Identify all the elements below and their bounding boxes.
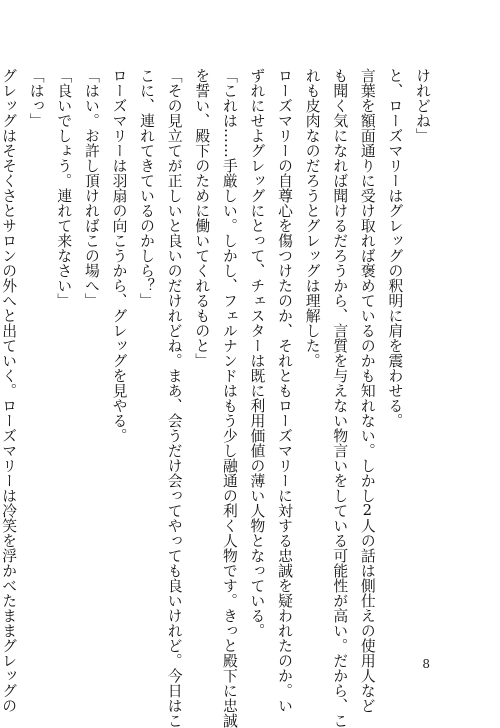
text-line-3: 言葉を額面通りに受け取れば褒めているのかも知れない。しかし2人の話は側仕えの使用人など: [358, 68, 376, 713]
text-line-14: 「良いでしょう。連れて来なさい」: [55, 68, 73, 308]
page-number: 8: [422, 657, 430, 671]
text-line-4: も聞く気になれば聞けるだろうから、言質を与えない物言いをしている可能性が高い。だから、こ: [331, 68, 349, 728]
text-line-15: 「はっ」: [27, 68, 45, 128]
text-line-10: 「その見立てが正しいと良いのだけれどね。まあ、会うだけ会ってやっても良いけれど。今日はこ: [165, 68, 183, 728]
text-line-16: グレッグはそそくさとサロンの外へと出ていく。ローズマリーは冷笑を浮かべたままグレッグの: [0, 68, 18, 713]
text-line-6: ローズマリーの自尊心を傷つけたのか、それともローズマリーに対する忠誠を疑われたのか。い: [276, 68, 294, 713]
text-line-9: を誓い、殿下のために働いてくれるものと」: [193, 68, 211, 368]
text-line-8: 「これは……手厳しい。しかし、フェルナンドはもう少し融通の利く人物です。きっと殿下に忠誠: [220, 68, 238, 728]
text-line-1: けれどね」: [414, 68, 431, 143]
text-line-5: れも皮肉なのだろうとグレッグは理解した。: [303, 68, 321, 368]
body-text: [0, 68, 436, 728]
text-line-13: 「はい。お許し頂ければこの場へ」: [82, 68, 100, 308]
text-line-12: ローズマリーは羽扇の向こうから、グレッグを見やる。: [110, 68, 128, 443]
text-line-2: と、ローズマリーはグレッグの釈明に肩を震わせる。: [386, 68, 404, 428]
text-line-11: こに、連れてきているのかしら？」: [138, 68, 156, 308]
text-line-7: ずれにせよグレッグにとって、チェスターは既に利用価値の薄い人物となっている。: [248, 68, 266, 638]
